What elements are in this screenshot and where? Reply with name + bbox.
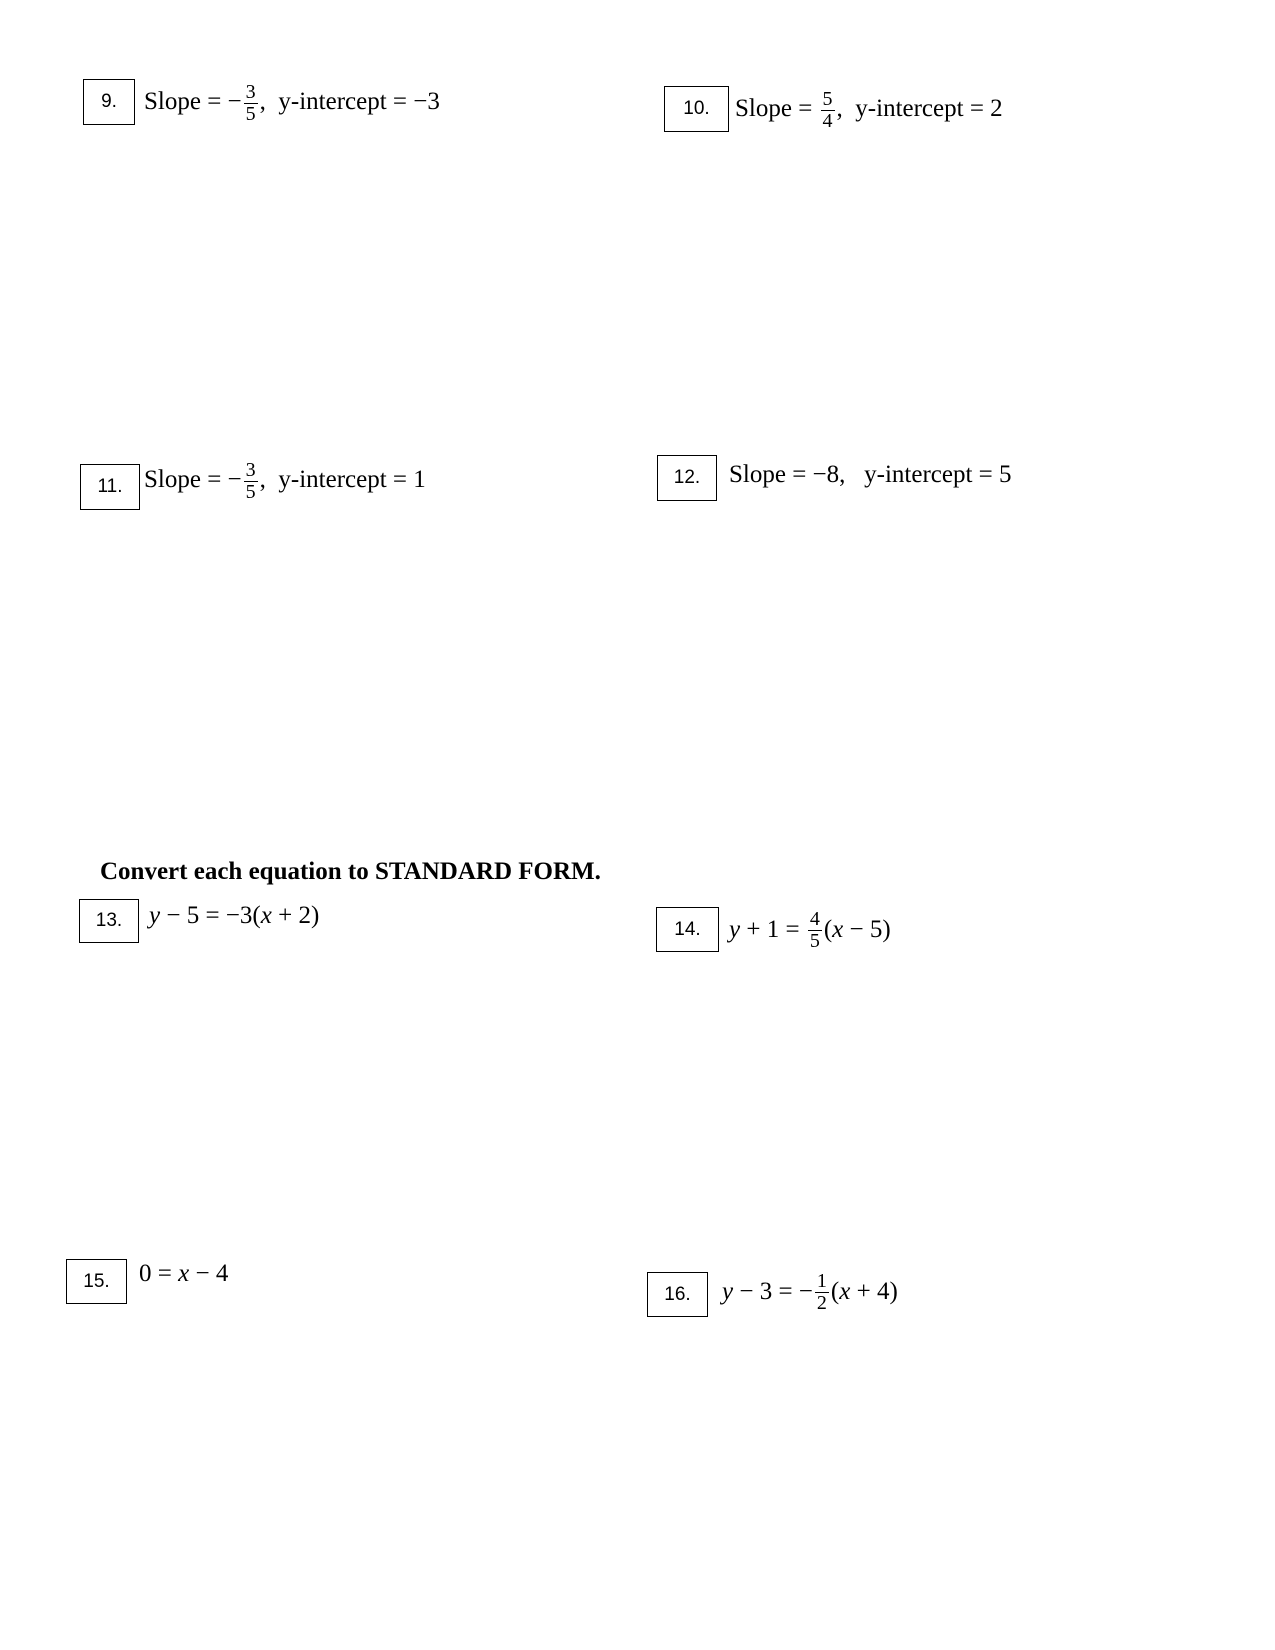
problem-11	[80, 458, 426, 510]
open-paren: (	[830, 1277, 840, 1305]
open-paren: (	[823, 915, 833, 943]
slope-label: Slope = −	[144, 88, 242, 115]
problem-number-box	[80, 464, 140, 510]
fraction-numerator: 4	[809, 908, 820, 930]
equation-variable-x: x	[178, 1259, 190, 1287]
equation-variable-y: y	[722, 1277, 734, 1305]
problem-number-box	[79, 899, 139, 943]
problem-12	[657, 455, 1012, 501]
fraction-denominator: 5	[245, 480, 256, 503]
section-heading: Convert each equation to STANDARD FORM.	[100, 858, 601, 885]
problem-expression	[144, 459, 426, 502]
problem-expression	[144, 81, 440, 124]
fraction-denominator: 2	[816, 1292, 827, 1314]
equation-tail: − 5)	[843, 915, 891, 943]
equation-variable-x: x	[832, 915, 844, 943]
equation-tail: + 4)	[850, 1277, 898, 1305]
problem-number-box	[657, 455, 717, 501]
equation-middle: − 3 = −	[733, 1277, 813, 1305]
equation-middle: − 5 = −3(	[160, 902, 261, 929]
equation-fraction	[808, 909, 822, 952]
fraction-denominator: 4	[822, 109, 833, 132]
problem-number: 10.	[683, 98, 710, 119]
slope-fraction	[244, 82, 258, 125]
problem-number-box	[647, 1272, 708, 1317]
problem-expression	[729, 461, 1012, 489]
fraction-numerator: 3	[245, 80, 256, 103]
problem-16	[647, 1272, 898, 1317]
y-intercept-text: , y-intercept = −3	[259, 88, 440, 115]
problem-number: 15.	[83, 1270, 110, 1292]
fraction-denominator: 5	[245, 102, 256, 125]
equation-variable-x: x	[260, 902, 272, 929]
problem-expression	[722, 1270, 898, 1313]
equation-tail: + 2)	[271, 902, 320, 929]
fraction-numerator: 5	[822, 87, 833, 110]
problem-14	[656, 907, 891, 952]
problem-9	[83, 79, 440, 125]
fraction-denominator: 5	[809, 930, 820, 952]
problem-15	[66, 1259, 228, 1304]
problem-10	[664, 86, 1003, 132]
problem-number: 11.	[97, 476, 123, 497]
slope-label: Slope =	[735, 95, 819, 122]
problem-number: 14.	[674, 918, 701, 940]
problem-13	[79, 899, 319, 943]
y-intercept-text: , y-intercept = 1	[259, 466, 426, 493]
problem-number-box	[83, 79, 135, 125]
slope-label: Slope = −	[144, 466, 242, 493]
equation-middle: + 1 =	[740, 915, 806, 943]
problem-expression	[149, 902, 319, 930]
equation-fraction	[815, 1271, 829, 1314]
slope-intercept-text: Slope = −8, y-intercept = 5	[729, 461, 1012, 488]
slope-fraction	[244, 460, 258, 503]
problem-number-box	[656, 907, 719, 952]
y-intercept-text: , y-intercept = 2	[836, 95, 1003, 122]
problem-number: 13.	[95, 910, 123, 931]
problem-number-box	[664, 86, 729, 132]
fraction-numerator: 3	[245, 458, 256, 481]
problem-number-box	[66, 1259, 127, 1304]
problem-expression	[139, 1260, 228, 1288]
equation-middle: 0 =	[139, 1259, 179, 1287]
problem-number: 9.	[101, 91, 117, 112]
slope-fraction	[821, 89, 835, 132]
equation-tail: − 4	[189, 1259, 229, 1287]
problem-expression	[735, 88, 1003, 131]
equation-variable-y: y	[149, 902, 161, 929]
equation-variable-y: y	[729, 915, 741, 943]
problem-number: 16.	[664, 1283, 691, 1305]
equation-variable-x: x	[839, 1277, 851, 1305]
problem-expression	[729, 908, 891, 951]
problem-number: 12.	[673, 467, 701, 488]
fraction-numerator: 1	[816, 1270, 827, 1292]
